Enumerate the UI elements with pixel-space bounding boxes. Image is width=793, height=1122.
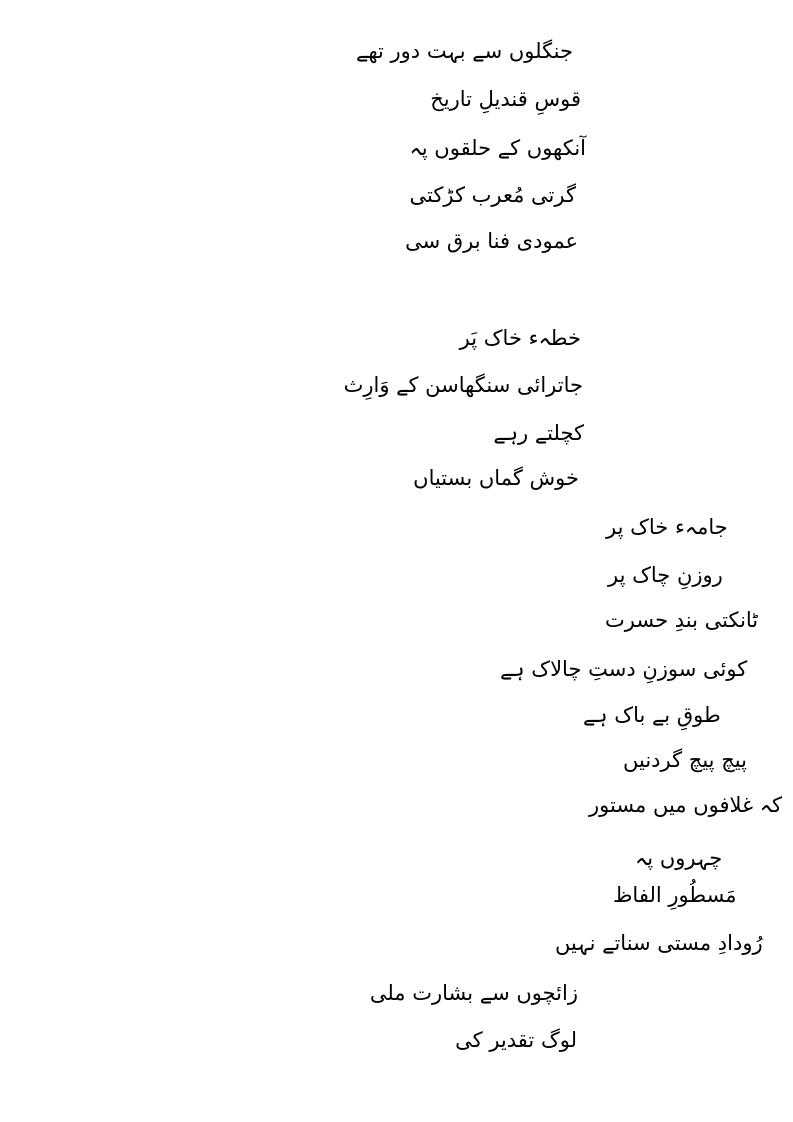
poem-line: جامہء خاک پر	[606, 515, 728, 539]
poem-line: خوش گماں بستیاں	[413, 466, 579, 490]
poem-line: جاترائی سنگھاسن کے وَارِث	[343, 373, 583, 397]
poem-line: جنگلوں سے بہت دور تھے	[356, 39, 573, 63]
poem-line: گرتی مُعرب کڑکتی	[409, 183, 576, 207]
poem-line: لوگ تقدیر کی	[455, 1028, 577, 1052]
poem-line: کہ غلافوں میں مستور	[589, 793, 783, 817]
poem-line: طوقِ بے باک ہے	[583, 703, 721, 727]
poem-line: ٹانکتی بندِ حسرت	[605, 608, 759, 632]
poem-line: رُودادِ مستی سناتے نہیں	[555, 931, 763, 955]
poem-line: کوئی سوزنِ دستِ چالاک ہے	[500, 657, 748, 681]
poem-line: کچلتے رہے	[493, 421, 584, 445]
poem-line: مَسطُورِ الفاظ	[613, 883, 737, 907]
poem-line: پیچ پیچ گردنیں	[623, 748, 747, 772]
poem-line: زائچوں سے بشارت ملی	[369, 981, 578, 1005]
poem-line: عمودی فنا برق سی	[405, 229, 578, 253]
poem-line: روزنِ چاک پر	[608, 563, 723, 587]
poem-line: چہروں پہ	[635, 846, 723, 870]
poem-line: قوسِ قندیلِ تاریخ	[430, 87, 581, 111]
poem-line: خطہء خاک پَر	[459, 326, 581, 350]
poem-line: آنکھوں کے حلقوں پہ	[409, 136, 586, 160]
